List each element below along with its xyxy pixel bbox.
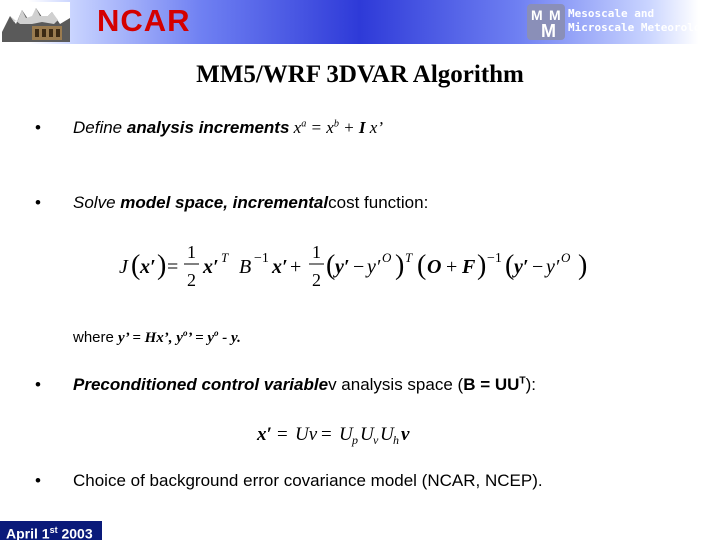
svg-text:U: U xyxy=(360,424,374,445)
svg-text:): ) xyxy=(157,250,167,281)
tagline xyxy=(568,7,714,35)
slide-title: MM5/WRF 3DVAR Algorithm xyxy=(196,61,524,88)
bullet-bold: model space, incremental xyxy=(120,193,329,212)
svg-text:J: J xyxy=(119,256,128,278)
tagline-line-1: Mesoscale and xyxy=(568,7,655,20)
bullet-text: Choice of background error covariance model (NCAR, NCEP). xyxy=(73,471,543,490)
svg-text:1: 1 xyxy=(187,242,196,262)
svg-text:M: M xyxy=(531,7,543,23)
svg-text:B: B xyxy=(239,256,252,278)
where-prefix: where xyxy=(73,329,119,346)
svg-text:T: T xyxy=(221,250,229,265)
svg-text:x′: x′ xyxy=(272,256,288,278)
bullet-marker: • xyxy=(35,471,41,490)
svg-text:−: − xyxy=(353,256,365,278)
svg-text:=: = xyxy=(277,424,288,445)
increment-formula: $x^a = x^b + I$ x’ xyxy=(289,118,383,137)
svg-text:): ) xyxy=(395,250,405,281)
svg-text:1: 1 xyxy=(312,242,321,262)
cost-function-equation xyxy=(115,236,595,300)
svg-text:U: U xyxy=(339,424,353,445)
svg-text:(: ( xyxy=(326,250,336,281)
svg-text:−1: −1 xyxy=(254,251,269,266)
svg-text:y′: y′ xyxy=(514,256,529,278)
date-suffix: 2003 xyxy=(57,525,93,542)
footer-date xyxy=(0,521,102,540)
svg-text:−: − xyxy=(532,256,544,278)
control-variable-equation xyxy=(255,420,435,448)
bullet-text xyxy=(73,375,536,395)
date-prefix: April 1 xyxy=(6,525,50,542)
svg-text:−1: −1 xyxy=(487,251,502,266)
mmm-logo xyxy=(527,4,565,40)
bullet-marker: • xyxy=(35,375,41,394)
svg-text:+: + xyxy=(290,256,302,278)
svg-text:=: = xyxy=(167,256,179,278)
bullet-lead: Solve xyxy=(73,193,121,212)
bullet-bold: analysis increments xyxy=(126,118,290,137)
date-sup: st xyxy=(49,525,58,535)
svg-text:(: ( xyxy=(417,250,427,281)
where-line xyxy=(73,328,241,347)
bullet-close: ): xyxy=(525,375,537,394)
svg-text:M: M xyxy=(549,7,561,23)
svg-text:Uv: Uv xyxy=(295,424,318,445)
svg-text:2: 2 xyxy=(187,270,196,290)
svg-text:M: M xyxy=(541,21,556,40)
svg-text:O: O xyxy=(427,256,442,278)
svg-text:): ) xyxy=(578,250,588,281)
ncar-mesa-lab-logo xyxy=(2,2,70,42)
bullet-lead: Define xyxy=(73,118,127,137)
svg-text:p: p xyxy=(352,433,358,447)
svg-text:x′: x′ xyxy=(257,424,272,445)
brand-text: NCAR xyxy=(97,3,191,38)
header-banner xyxy=(0,0,720,44)
svg-text:y′: y′ xyxy=(335,256,350,278)
bullet-bold: Preconditioned control variable xyxy=(73,375,329,394)
tagline-line-2: Microscale Meteorology xyxy=(568,21,714,34)
where-expression: y’ = Hx’, $y^o$’ = $y^o$ - y. xyxy=(118,328,241,346)
bullet-tail: v analysis space ( xyxy=(328,375,464,394)
b-sup: T xyxy=(519,375,526,387)
bullet-text xyxy=(73,118,383,138)
svg-text:): ) xyxy=(477,250,487,281)
svg-text:T: T xyxy=(405,250,413,265)
svg-text:=: = xyxy=(321,424,332,445)
svg-text:(: ( xyxy=(505,250,515,281)
svg-text:U: U xyxy=(380,424,394,445)
bullet-text xyxy=(73,193,428,213)
svg-text:v: v xyxy=(373,433,379,447)
svg-text:y′: y′ xyxy=(367,256,381,278)
svg-text:2: 2 xyxy=(312,270,321,290)
b-covariance xyxy=(463,375,525,394)
svg-text:x′: x′ xyxy=(140,256,156,278)
svg-text:(: ( xyxy=(131,250,141,281)
svg-text:F: F xyxy=(462,256,476,278)
svg-text:v: v xyxy=(401,424,410,445)
bullet-tail: cost function: xyxy=(328,193,429,212)
svg-text:h: h xyxy=(393,433,399,447)
svg-text:y′: y′ xyxy=(546,256,560,278)
svg-text:+: + xyxy=(446,256,458,278)
svg-text:O: O xyxy=(561,250,571,265)
svg-text:x′: x′ xyxy=(203,256,219,278)
bullet-marker: • xyxy=(35,118,41,137)
bullet-marker: • xyxy=(35,193,41,212)
b-label: B = UU xyxy=(463,375,520,394)
svg-text:O: O xyxy=(382,250,392,265)
